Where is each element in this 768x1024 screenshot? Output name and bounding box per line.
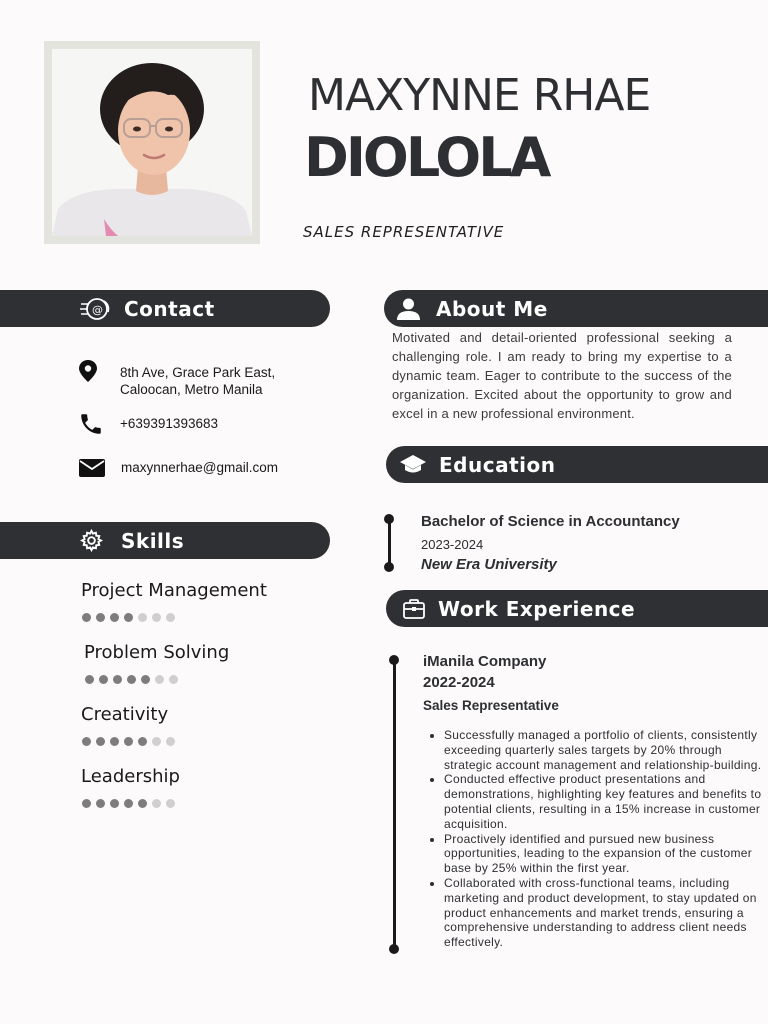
person-icon: [397, 298, 420, 320]
rating-dot: [124, 613, 133, 622]
work-bullet: • Successfully managed a portfolio of clients, consistently exceeding quarterly sales targets by 20% through strategic account management and relationship-building.: [444, 728, 762, 772]
rating-dot: [110, 799, 119, 808]
rating-dot: [82, 737, 91, 746]
work-role: Sales Representative: [423, 698, 559, 713]
rating-dot: [113, 675, 122, 684]
education-heading: Education: [439, 452, 556, 477]
rating-dot: [141, 675, 150, 684]
rating-dot: [110, 613, 119, 622]
rating-dot: [138, 737, 147, 746]
job-title: SALES REPRESENTATIVE: [303, 223, 505, 241]
rating-dot: [152, 613, 161, 622]
skill-name: Problem Solving: [84, 642, 230, 663]
rating-dot: [166, 737, 175, 746]
rating-dot: [127, 675, 136, 684]
rating-dot: [124, 799, 133, 808]
skill-name: Leadership: [81, 766, 180, 787]
briefcase-icon: [403, 599, 425, 619]
rating-dot: [96, 737, 105, 746]
rating-dot: [138, 613, 147, 622]
first-name: MAXYNNE RHAE: [308, 70, 651, 121]
rating-dot: [152, 799, 161, 808]
address-line-1: 8th Ave, Grace Park East,: [120, 365, 276, 380]
rating-dot: [82, 613, 91, 622]
rating-dot: [124, 737, 133, 746]
contact-icon: [79, 296, 112, 322]
skill-rating: [82, 737, 175, 746]
gear-icon: [80, 529, 103, 552]
email-icon: [79, 458, 105, 483]
rating-dot: [96, 613, 105, 622]
timeline-line: [393, 660, 396, 949]
contact-heading: Contact: [124, 296, 215, 321]
rating-dot: [166, 613, 175, 622]
phone-icon: [78, 411, 104, 442]
graduation-cap-icon: [399, 454, 427, 476]
work-section-header: [386, 590, 768, 627]
skill-name: Creativity: [81, 704, 169, 725]
rating-dot: [138, 799, 147, 808]
skill-rating: [82, 613, 175, 622]
skill-name: Project Management: [81, 580, 267, 601]
education-school: New Era University: [421, 556, 557, 573]
location-pin-icon: [78, 359, 98, 388]
svg-text:@: @: [92, 303, 103, 316]
rating-dot: [85, 675, 94, 684]
profile-photo: [52, 49, 252, 236]
timeline-dot: [389, 944, 399, 954]
rating-dot: [155, 675, 164, 684]
skill-rating: [85, 675, 178, 684]
education-degree: Bachelor of Science in Accountancy: [421, 513, 680, 530]
work-bullet: • Proactively identified and pursued new business opportunities, leading to the expansion of the customer base by 25% within the first year.: [444, 832, 762, 876]
skills-heading: Skills: [121, 528, 185, 553]
education-years: 2023-2024: [421, 537, 484, 552]
contact-section-header: [0, 290, 330, 327]
last-name: DIOLOLA: [304, 126, 549, 189]
rating-dot: [110, 737, 119, 746]
about-heading: About Me: [436, 296, 548, 321]
skill-rating: [82, 799, 175, 808]
rating-dot: [99, 675, 108, 684]
work-heading: Work Experience: [438, 596, 636, 621]
contact-address: [120, 364, 275, 398]
address-line-2: Caloocan, Metro Manila: [120, 382, 263, 397]
timeline-dot: [384, 562, 394, 572]
timeline-line: [388, 519, 391, 567]
profile-photo-frame: [44, 41, 260, 244]
rating-dot: [96, 799, 105, 808]
education-section-header: [386, 446, 768, 483]
work-bullet: • Collaborated with cross-functional teams, including marketing and product development, to stay updated on product enhancements and market trends, ensuring a comprehensive understanding to address client needs effectively.: [444, 876, 762, 950]
contact-phone: +639391393683: [120, 416, 218, 431]
contact-email: maxynnerhae@gmail.com: [121, 460, 279, 475]
work-bullet-list: [426, 728, 762, 950]
rating-dot: [82, 799, 91, 808]
about-text: Motivated and detail-oriented professional seeking a challenging role. I am ready to bring my expertise to a dynamic team. Eager to contribute to the success of the organization. Excited about the opportunity to grow and excel in a new professional environment.: [392, 330, 732, 421]
about-section-header: [384, 290, 768, 327]
skills-section-header: [0, 522, 330, 559]
rating-dot: [152, 737, 161, 746]
work-years: 2022-2024: [423, 674, 495, 691]
work-company: iManila Company: [423, 653, 547, 670]
rating-dot: [169, 675, 178, 684]
rating-dot: [166, 799, 175, 808]
work-bullet: • Conducted effective product presentations and demonstrations, highlighting key features and benefits to potential clients, resulting in a 15% increase in customer acquisition.: [444, 772, 762, 831]
